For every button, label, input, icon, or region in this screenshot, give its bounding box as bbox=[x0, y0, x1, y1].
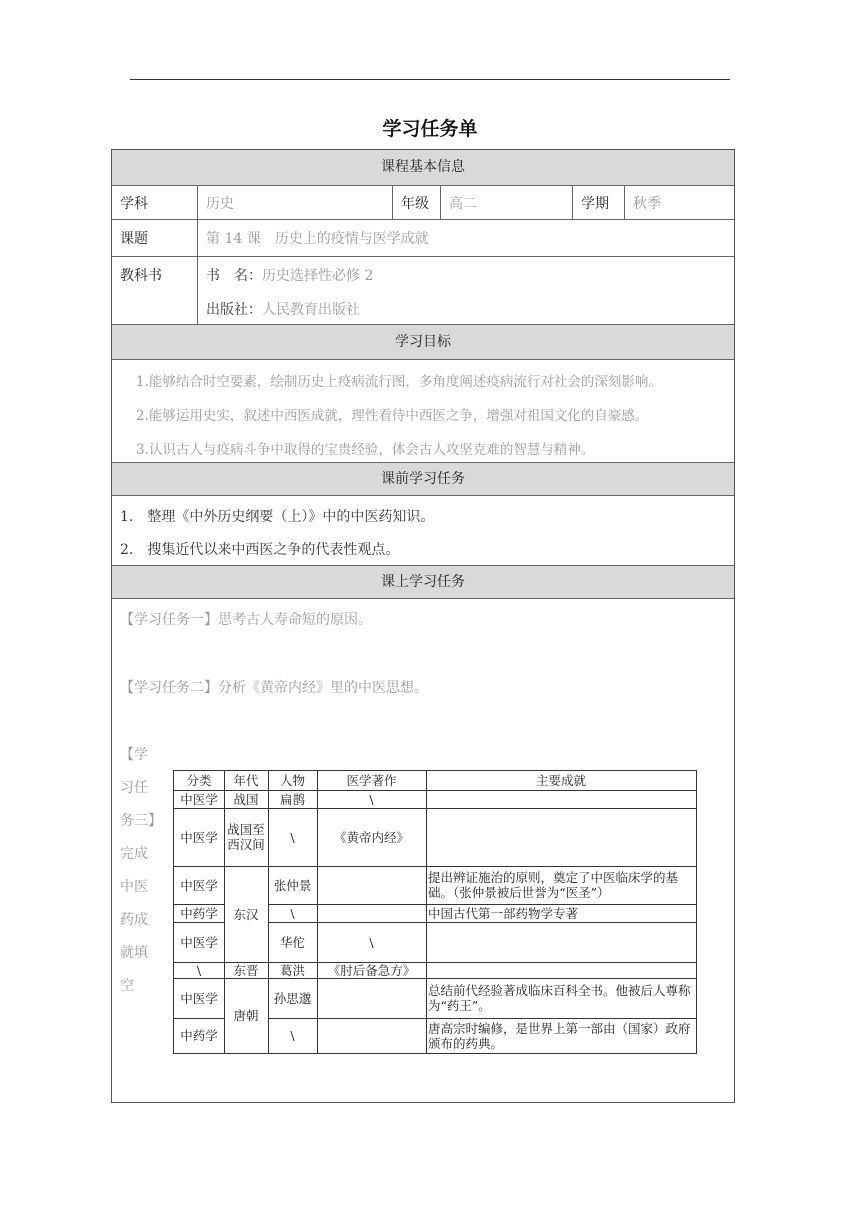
fill-in-blank[interactable] bbox=[426, 790, 696, 808]
table-cell: 提出辨证施治的原则，奠定了中医临床学的基础。（张仲景被后世誉为“医圣”） bbox=[428, 870, 679, 900]
fill-in-blank[interactable] bbox=[426, 962, 696, 978]
section-pre-class-label: 课前学习任务 bbox=[381, 471, 465, 487]
term-label: 学期 bbox=[572, 186, 624, 219]
pre-task-item: 1. 整理《中外历史纲要（上）》中的中医药知识。 bbox=[120, 509, 435, 525]
table-cell: 中药学 bbox=[180, 1028, 218, 1043]
table-cell: 东晋 bbox=[233, 962, 259, 978]
table-cell: 中医学 bbox=[180, 791, 218, 807]
table-cell: 战国至西汉间 bbox=[227, 822, 265, 852]
page-title: 学习任务单 bbox=[382, 118, 478, 140]
section-basic-info bbox=[112, 150, 734, 185]
goal-item: 1.能够结合时空要素，绘制历史上疫病流行图，多角度阐述疫病流行对社会的深刻影响。 bbox=[136, 374, 662, 390]
goals-content bbox=[112, 359, 734, 462]
pre-task-item: 2. 搜集近代以来中西医之争的代表性观点。 bbox=[120, 542, 400, 558]
col-header-era: 年代 bbox=[233, 773, 259, 788]
col-header-person: 人物 bbox=[279, 773, 305, 788]
table-cell: 唐朝 bbox=[233, 1008, 259, 1023]
task-three-text: 药成 bbox=[120, 912, 148, 928]
topic-label: 课题 bbox=[120, 231, 148, 247]
fill-in-blank[interactable] bbox=[317, 866, 426, 904]
task-three-text: 【学 bbox=[120, 747, 148, 763]
section-basic-info-label: 课程基本信息 bbox=[381, 159, 465, 175]
term-value: 秋季 bbox=[624, 186, 736, 219]
task-two-text: 分析《黄帝内经》里的中医思想。 bbox=[218, 680, 428, 696]
fill-in-blank[interactable] bbox=[426, 808, 696, 866]
table-cell: 唐高宗时编修，是世界上第一部由（国家）政府颁布的药典。 bbox=[428, 1020, 691, 1051]
table-cell: \ bbox=[369, 934, 374, 950]
table-cell: 东汉 bbox=[233, 906, 259, 922]
col-header-work: 医学著作 bbox=[346, 773, 397, 788]
textbook-value bbox=[197, 257, 734, 324]
topic-value: 第 14 课 历史上的疫情与医学成就 bbox=[197, 220, 734, 256]
table-cell: 葛洪 bbox=[279, 962, 305, 978]
achievements-table bbox=[173, 770, 697, 1054]
goal-item: 2.能够运用史实，叙述中西医成就，理性看待中西医之争，增强对祖国文化的自豪感。 bbox=[136, 408, 649, 424]
table-cell: \ bbox=[290, 829, 295, 845]
table-cell: \ bbox=[290, 1028, 295, 1043]
table-cell: 中医学 bbox=[180, 934, 218, 950]
task-three-text: 就填 bbox=[120, 945, 148, 961]
table-cell: 扁鹊 bbox=[279, 791, 305, 807]
publisher-label: 出版社： bbox=[206, 302, 262, 318]
fill-in-blank[interactable] bbox=[317, 978, 426, 1018]
textbook-label: 教科书 bbox=[120, 268, 162, 284]
task-one bbox=[120, 609, 372, 629]
book-name-value: 历史选择性必修 2 bbox=[262, 268, 374, 284]
table-cell: \ bbox=[369, 791, 374, 807]
section-pre-class bbox=[112, 462, 734, 495]
table-cell: 张仲景 bbox=[273, 877, 312, 893]
task-two-tag: 【学习任务二】 bbox=[120, 680, 218, 696]
table-cell: 中医学 bbox=[180, 877, 218, 893]
info-row-textbook bbox=[112, 256, 734, 324]
section-in-class-label: 课上学习任务 bbox=[381, 574, 465, 590]
table-cell: \ bbox=[290, 905, 295, 921]
table-cell: 孙思邈 bbox=[273, 990, 312, 1006]
task-three-text: 空 bbox=[120, 978, 134, 994]
table-cell: \ bbox=[196, 962, 202, 978]
goal-item: 3.认识古人与疫病斗争中取得的宝贵经验，体会古人攻坚克难的智慧与精神。 bbox=[136, 442, 595, 458]
table-cell: 《肘后备急方》 bbox=[327, 962, 416, 978]
subject-value: 历史 bbox=[197, 186, 392, 219]
task-one-text: 思考古人寿命短的原因。 bbox=[218, 612, 372, 628]
task-three-text: 中医 bbox=[120, 879, 148, 895]
subject-label: 学科 bbox=[120, 195, 148, 212]
fill-in-blank[interactable] bbox=[317, 904, 426, 922]
task-one-tag: 【学习任务一】 bbox=[120, 612, 218, 628]
section-in-class bbox=[112, 565, 734, 598]
table-cell: 战国 bbox=[233, 791, 259, 807]
section-goals-label: 学习目标 bbox=[395, 334, 451, 350]
section-goals bbox=[112, 324, 734, 359]
publisher-value: 人民教育出版社 bbox=[262, 302, 360, 318]
table-cell: 中药学 bbox=[180, 905, 218, 921]
fill-in-blank[interactable] bbox=[426, 922, 696, 962]
grade-label: 年级 bbox=[392, 186, 440, 219]
table-cell: 《黄帝内经》 bbox=[333, 829, 409, 845]
book-name-label: 书 名： bbox=[206, 268, 262, 284]
fill-in-blank[interactable] bbox=[317, 1018, 426, 1053]
col-header-category: 分类 bbox=[186, 773, 212, 788]
table-cell: 中医学 bbox=[180, 829, 218, 845]
table-cell: 中医学 bbox=[180, 990, 218, 1006]
table-cell: 总结前代经验著成临床百科全书。他被后人尊称为“药王”。 bbox=[428, 983, 691, 1013]
header-rule bbox=[130, 79, 730, 80]
task-two bbox=[120, 677, 428, 697]
table-cell: 中国古代第一部药物学专著 bbox=[428, 905, 579, 921]
info-row-topic bbox=[112, 219, 734, 256]
task-three-text: 习任 bbox=[120, 780, 148, 796]
task-three-text: 务三】 bbox=[120, 813, 162, 829]
grade-value: 高二 bbox=[440, 186, 572, 219]
info-row-subject bbox=[112, 185, 734, 219]
table-cell: 华佗 bbox=[279, 934, 305, 950]
col-header-achievement: 主要成就 bbox=[535, 773, 586, 788]
pre-class-content bbox=[112, 495, 734, 565]
task-three-text: 完成 bbox=[120, 846, 148, 862]
